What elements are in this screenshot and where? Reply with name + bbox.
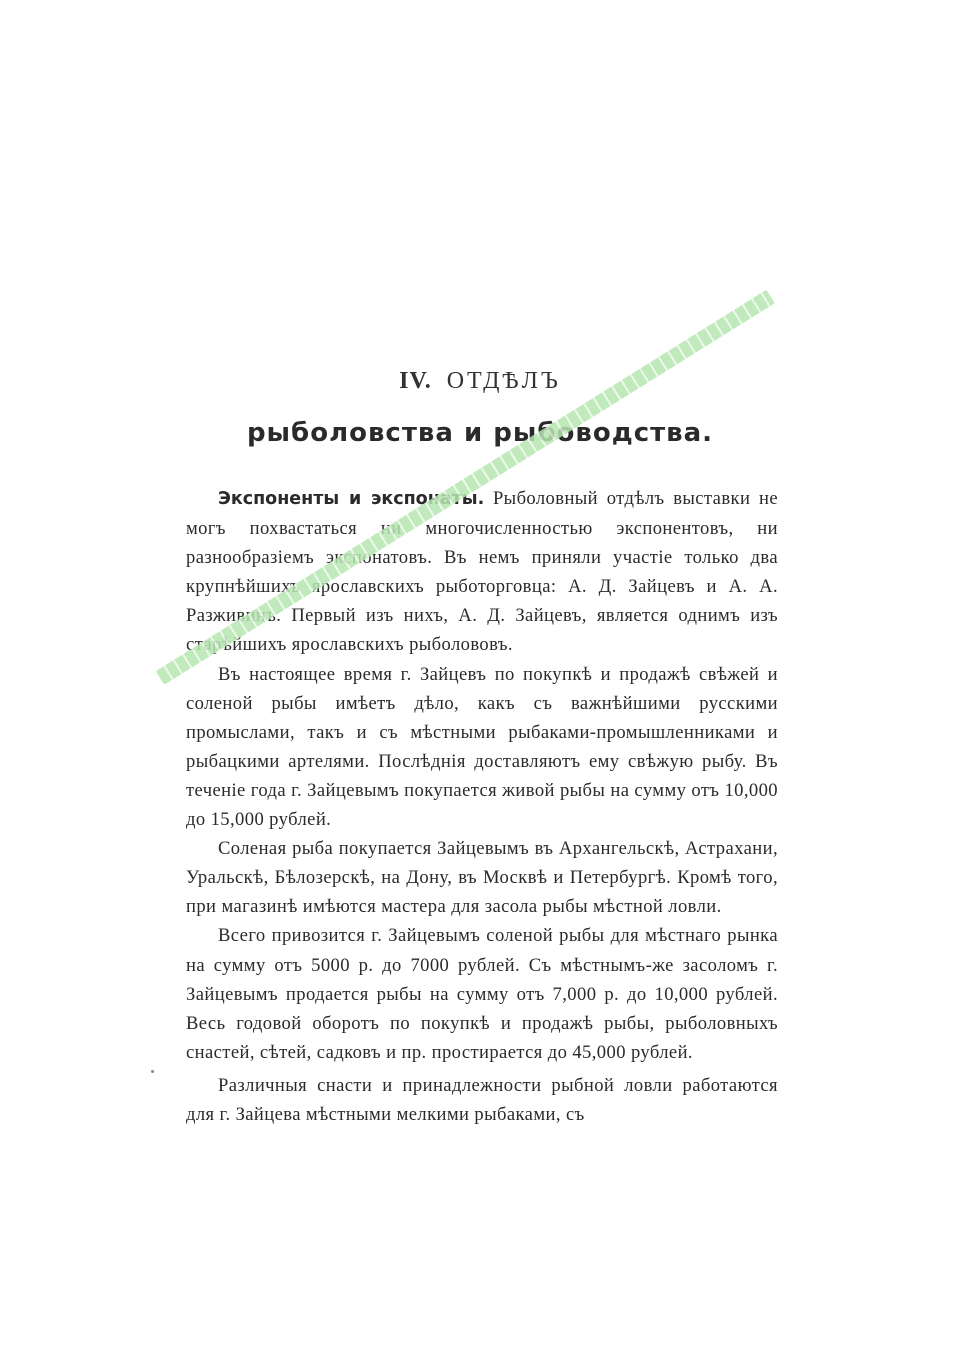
section-label: ОТДѢЛЪ [446,368,561,394]
section-title: рыболовства и рыбоводства. [246,418,714,448]
section-number: IV. [399,368,432,394]
paragraph [186,1071,778,1129]
paragraph [186,834,778,921]
scan-speck [151,1070,154,1073]
paragraph [186,484,778,660]
paragraph-text: Въ настоящее время г. Зайцевъ по покупкѣ и продажѣ свѣжей и соленой рыбы имѣетъ дѣло, какъ съ важнѣйшими русскими промыслами, такъ и съ мѣстными рыбаками-промышленниками и рыбацкими артелями. Послѣднія доставляютъ ему свѣжую рыбу. Въ теченіе года г. Зайцевымъ покупается живой рыбы на сумму отъ 10,000 до 15,000 рублей. [186,663,778,831]
paragraph-text: Рыболовный отдѣлъ выставки не могъ похвастаться ни многочисленностью экспонентовъ, ни разнообразіемъ экспонатовъ. Въ немъ приняли участіе только два крупнѣйшихъ ярославскихъ рыботорговца: А. Д. Зайцевъ и А. А. Разживинъ. Первый изъ нихъ, А. Д. Зайцевъ, является однимъ изъ старѣйшихъ ярославскихъ рыболововъ. [186,488,778,656]
paragraph-text: Различныя снасти и принадлежности рыбной ловли работаются для г. Зайцева мѣстными мелкими рыбаками, съ [186,1074,778,1125]
paragraph-text: Соленая рыба покупается Зайцевымъ въ Архангельскѣ, Астрахани, Уральскѣ, Бѣлозерскѣ, на Дону, въ Москвѣ и Петербургѣ. Кромѣ того, при магазинѣ имѣются мастера для засола рыбы мѣстной ловли. [186,838,778,918]
body-text [186,484,778,1129]
paragraph-text: Всего привозится г. Зайцевымъ соленой рыбы для мѣстнаго рынка на сумму отъ 5000 р. до 7000 рублей. Съ мѣстнымъ-же засоломъ г. Зайцевымъ продается рыбы на сумму отъ 7,000 р. до 10,000 рублей. Весь годовой оборотъ по покупкѣ и продажѣ рыбы, рыболовныхъ снастей, сѣтей, садковъ и пр. простирается до 45,000 рублей. [186,925,778,1063]
paragraph [186,660,778,835]
paragraph [186,921,778,1066]
paragraph-lead: Экспоненты и экспонаты. [218,489,485,509]
